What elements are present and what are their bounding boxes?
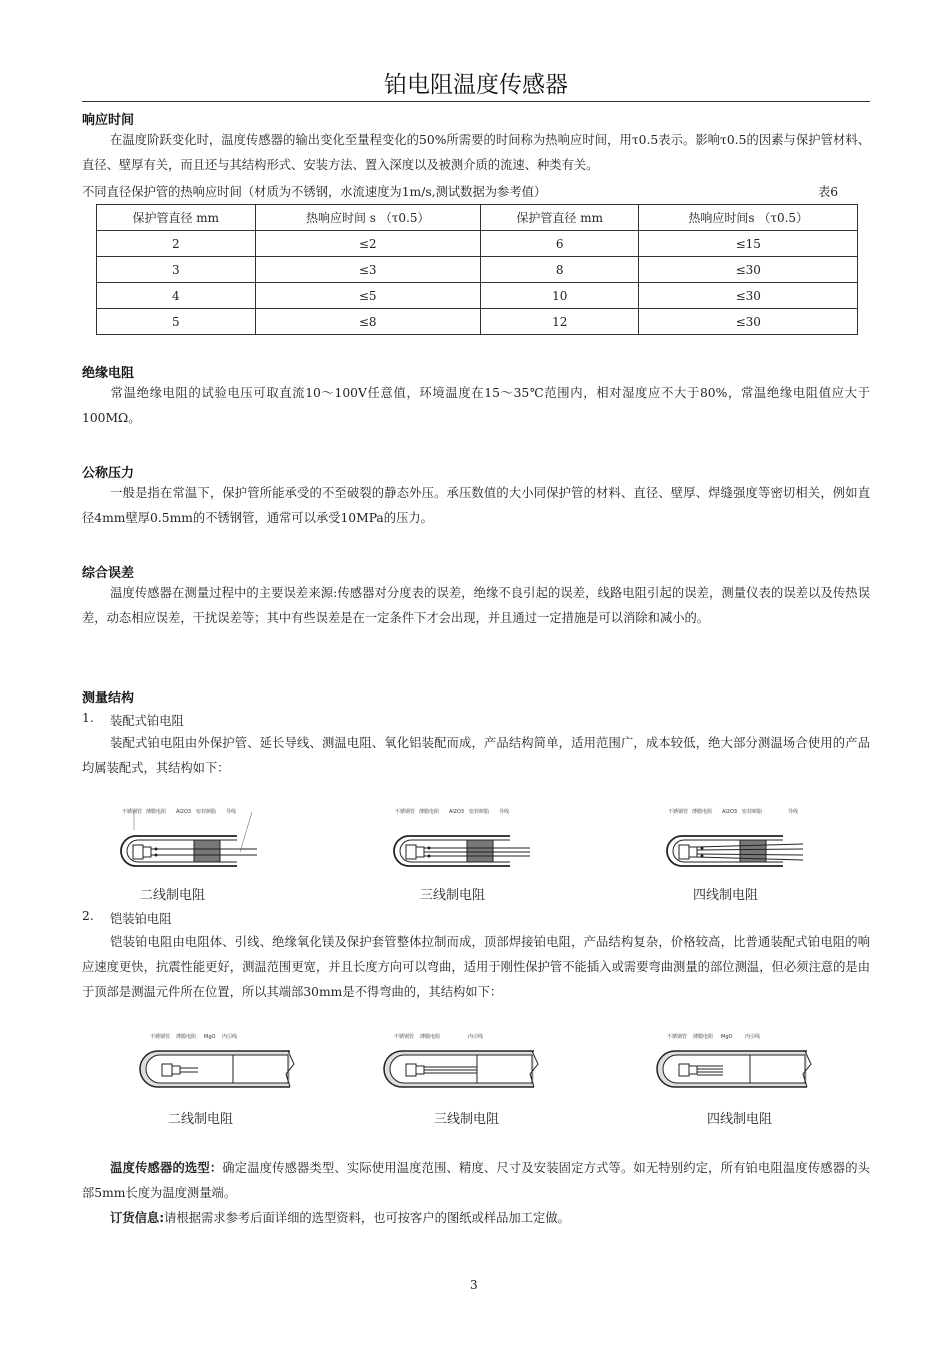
- page-number: 3: [470, 1278, 478, 1292]
- label-inner-lead: 内引线: [222, 1034, 238, 1040]
- error-paragraph: [82, 581, 870, 631]
- title-rule: [82, 101, 870, 102]
- label-inner-lead: 内引线: [468, 1034, 484, 1040]
- table-cell: 10: [480, 283, 639, 309]
- table-cell: ≤30: [639, 283, 858, 309]
- assembly-caption-2wire: 二线制电阻: [140, 888, 206, 903]
- assembly-3wire-diagram: [385, 800, 555, 872]
- label-steel-tube: 不锈钢管: [394, 1034, 415, 1040]
- selection-paragraph: [82, 1156, 870, 1206]
- table-cell: ≤15: [639, 231, 858, 257]
- table-cell: ≤8: [255, 309, 480, 335]
- label-film-resistor: 薄膜电阻: [419, 809, 440, 815]
- table-cell: ≤30: [639, 257, 858, 283]
- armored-caption-4wire: 四线制电阻: [707, 1112, 773, 1127]
- label-steel-tube: 不锈钢管: [667, 1034, 688, 1040]
- error-heading: 综合误差: [82, 566, 135, 581]
- label-sealant: 密封树脂: [742, 809, 763, 815]
- table-caption: 不同直径保护管的热响应时间（材质为不锈钢，水流速度为1m/s,测试数据为参考值）: [82, 185, 547, 199]
- label-wire: 导线: [788, 809, 799, 815]
- table-cell: 6: [480, 231, 639, 257]
- label-sealant: 密封树脂: [196, 809, 217, 815]
- label-mgo: MgO: [204, 1034, 216, 1040]
- table-header: 保护管直径 mm: [97, 205, 256, 231]
- label-alumina: Al2O3: [722, 809, 738, 815]
- assembly-4wire-diagram: [658, 800, 828, 872]
- selection-label: 温度传感器的选型：: [110, 1161, 223, 1175]
- table-cell: 2: [97, 231, 256, 257]
- response-time-table: [96, 204, 858, 335]
- assembly-caption-3wire: 三线制电阻: [420, 888, 486, 903]
- table-label: 表6: [818, 185, 839, 199]
- table-header: 保护管直径 mm: [480, 205, 639, 231]
- table-cell: 12: [480, 309, 639, 335]
- structure-heading: 测量结构: [82, 691, 135, 706]
- table-cell: 3: [97, 257, 256, 283]
- table-header-row: [97, 205, 858, 231]
- table-row: [97, 257, 858, 283]
- response-heading: 响应时间: [82, 113, 135, 128]
- item1-title: 装配式铂电阻: [110, 714, 184, 728]
- table-cell: ≤30: [639, 309, 858, 335]
- label-wire: 导线: [226, 809, 237, 815]
- page-title: 铂电阻温度传感器: [384, 72, 568, 98]
- item2-paragraph: [82, 930, 870, 1005]
- item1-paragraph: [82, 731, 870, 781]
- table-header: 热响应时间s （τ0.5）: [639, 205, 858, 231]
- label-film-resistor: 薄膜电阻: [420, 1034, 441, 1040]
- order-paragraph: [82, 1206, 870, 1231]
- selection-text: 确定温度传感器类型、实际使用温度范围、精度、尺寸及安装固定方式等。如无特别约定，所有铂电阻温度传感器的头部5mm长度为温度测量端。: [82, 1161, 870, 1200]
- item2-number: 2.: [82, 909, 94, 923]
- table-row: [97, 309, 858, 335]
- insulation-heading: 绝缘电阻: [82, 366, 135, 381]
- label-mgo: MgO: [721, 1034, 733, 1040]
- armored-3wire-diagram: [382, 1028, 552, 1092]
- label-inner-lead: 内引线: [745, 1034, 761, 1040]
- label-steel-tube: 不锈钢管: [122, 809, 143, 815]
- assembly-2wire-diagram: [112, 800, 282, 872]
- label-steel-tube: 不锈钢管: [395, 809, 416, 815]
- label-film-resistor: 薄膜电阻: [693, 1034, 714, 1040]
- response-paragraph: [82, 128, 870, 178]
- error-text: 温度传感器在测量过程中的主要误差来源:传感器对分度表的误差，绝缘不良引起的误差，线路电阻引起的误差，测量仪表的误差以及传热误差，动态相应误差，干扰误差等；其中有些误差是在一定条件下才会出现，并且通过一定措施是可以消除和减小的。: [82, 586, 870, 625]
- order-text: 请根据需求参考后面详细的选型资料，也可按客户的图纸或样品加工定做。: [164, 1211, 570, 1225]
- table-cell: 4: [97, 283, 256, 309]
- table-cell: ≤5: [255, 283, 480, 309]
- label-steel-tube: 不锈钢管: [668, 809, 689, 815]
- insulation-paragraph: [82, 381, 870, 431]
- table-row: [97, 283, 858, 309]
- label-film-resistor: 薄膜电阻: [146, 809, 167, 815]
- table-row: [97, 231, 858, 257]
- response-text: 在温度阶跃变化时，温度传感器的输出变化至量程变化的50%所需要的时间称为热响应时间，用τ0.5表示。影响τ0.5的因素与保护管材料、直径、壁厚有关，而且还与其结构形式、安装方法、置入深度以及被测介质的流速、种类有关。: [82, 133, 870, 172]
- insulation-text: 常温绝缘电阻的试验电压可取直流10～100V任意值，环境温度在15～35℃范围内，相对湿度应不大于80%，常温绝缘电阻值应大于100MΩ。: [82, 386, 870, 425]
- label-sealant: 密封树脂: [469, 809, 490, 815]
- table-cell: ≤2: [255, 231, 480, 257]
- label-alumina: Al2O3: [176, 809, 192, 815]
- pressure-paragraph: [82, 481, 870, 531]
- armored-caption-2wire: 二线制电阻: [168, 1112, 234, 1127]
- table-header: 热响应时间 s （τ0.5）: [255, 205, 480, 231]
- label-steel-tube: 不锈钢管: [150, 1034, 171, 1040]
- item1-number: 1.: [82, 711, 94, 725]
- item2-title: 铠装铂电阻: [110, 912, 172, 926]
- item1-text: 装配式铂电阻由外保护管、延长导线、测温电阻、氧化铝装配而成，产品结构简单，适用范围广，成本较低，绝大部分测温场合使用的产品均属装配式，其结构如下：: [82, 736, 870, 775]
- table-cell: ≤3: [255, 257, 480, 283]
- label-alumina: Al2O3: [449, 809, 465, 815]
- assembly-caption-4wire: 四线制电阻: [693, 888, 759, 903]
- order-label: 订货信息:: [110, 1211, 165, 1225]
- label-film-resistor: 薄膜电阻: [692, 809, 713, 815]
- pressure-heading: 公称压力: [82, 466, 135, 481]
- pressure-text: 一般是指在常温下，保护管所能承受的不至破裂的静态外压。承压数值的大小同保护管的材料、直径、壁厚、焊缝强度等密切相关，例如直径4mm壁厚0.5mm的不锈钢管，通常可以承受10MPa的压力。: [82, 486, 870, 525]
- armored-2wire-diagram: [138, 1028, 308, 1092]
- label-film-resistor: 薄膜电阻: [176, 1034, 197, 1040]
- table-cell: 5: [97, 309, 256, 335]
- item2-text: 铠装铂电阻由电阻体、引线、绝缘氧化镁及保护套管整体拉制而成，顶部焊接铂电阻，产品结构复杂，价格较高，比普通装配式铂电阻的响应速度更快，抗震性能更好，测温范围更宽，并且长度方向可以弯曲，适用于刚性保护管不能插入或需要弯曲测量的部位测温，但必须注意的是由于顶部是测温元件所在位置，所以其端部30mm是不得弯曲的，其结构如下：: [82, 935, 870, 999]
- label-wire: 导线: [499, 809, 510, 815]
- table-cell: 8: [480, 257, 639, 283]
- armored-caption-3wire: 三线制电阻: [434, 1112, 500, 1127]
- armored-4wire-diagram: [655, 1028, 825, 1092]
